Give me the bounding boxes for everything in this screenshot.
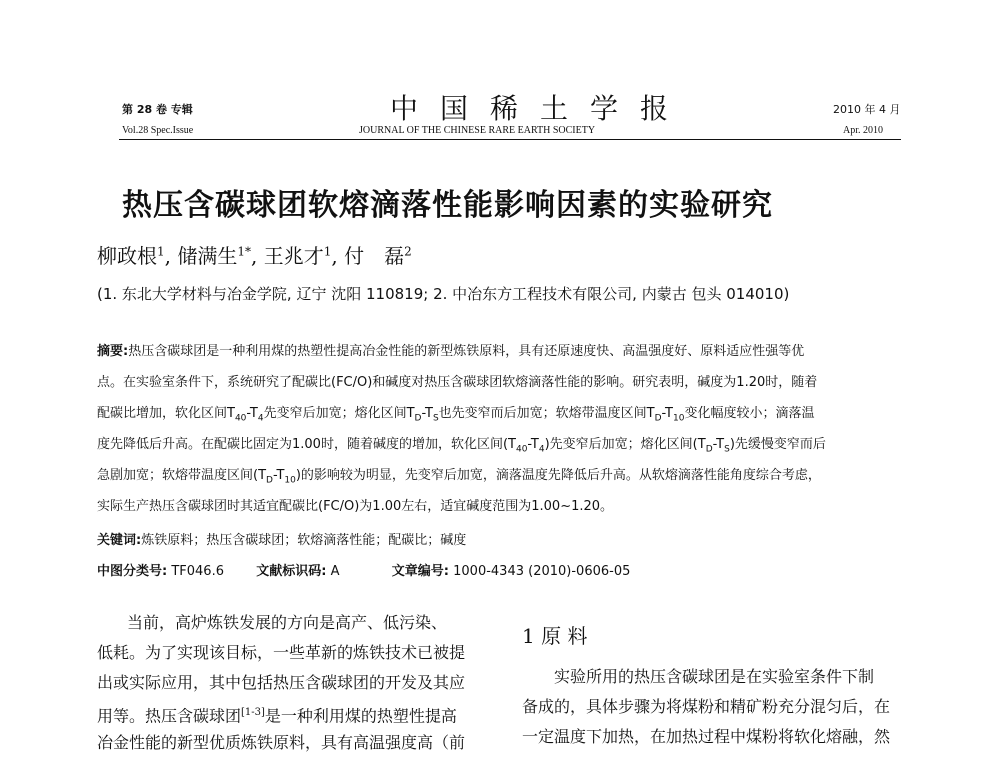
keywords-text: 炼铁原料；热压含碳球团；软熔滴落性能；配碳比；碱度 [141, 533, 467, 548]
abstract-line: 配碳比增加，软化区间$T_{40}-T_4$先变窄后加宽；熔化区间$T_D-T_S$也先变窄而后加宽；软熔带温度区间$T_D-T_{10}$变化幅度较小；滴落温 [97, 406, 815, 424]
body-right-line: 一定温度下加热，在加热过程中煤粉将软化熔融，然 [522, 727, 891, 746]
article-title: 热压含碳球团软熔滴落性能影响因素的实验研究 [122, 188, 773, 223]
body-left-line: 当前，高炉炼铁发展的方向是高产、低污染、 [127, 613, 448, 632]
abstract-label: 摘要: [97, 344, 129, 359]
body-left-line: 冶金性能的新型优质炼铁原料，具有高温强度高（前 [97, 733, 466, 752]
abstract-line: 摘要:热压含碳球团是一种利用煤的热塑性提高冶金性能的新型炼铁原料，具有还原速度快、高温强度好、原料适应性强等优 [97, 344, 805, 359]
clc-value: TF046.6 [171, 564, 224, 579]
author: 付 磊$^2$ [344, 244, 412, 268]
journal-title-en: JOURNAL OF THE CHINESE RARE EARTH SOCIETY [359, 125, 596, 136]
doc-code-label: 文献标识码: [256, 564, 327, 579]
author: 储满生$^{1*}$ [177, 244, 251, 268]
author-list: 柳政根$^1$, 储满生$^{1*}$, 王兆才$^1$, 付 磊$^2$ [97, 244, 412, 268]
abstract-line: 实际生产热压含碳球团时其适宜配碳比(FC/O)为1.00左右，适宜碱度范围为1.00~1.20。 [97, 499, 614, 514]
keywords [97, 529, 466, 548]
author: 柳政根$^1$ [97, 244, 165, 268]
header-rule [119, 139, 901, 140]
header-date-en: Apr. 2010 [843, 125, 883, 136]
header-volume-en: Vol.28 Spec.Issue [122, 125, 194, 136]
body-left-line: 用等。热压含碳球团[1-3]是一种利用煤的热塑性提高 [97, 706, 457, 726]
clc-label: 中图分类号: [97, 564, 168, 579]
section-heading: 1 原 料 [522, 624, 588, 648]
abstract-line: 点。在实验室条件下，系统研究了配碳比(FC/O)和碱度对热压含碳球团软熔滴落性能的影响。研究表明，碱度为1.20时，随着 [97, 375, 818, 390]
abstract-line: 度先降低后升高。在配碳比固定为1.00时，随着碱度的增加，软化区间$(T_{40}-T_4)$先变窄后加宽；熔化区间$(T_D-T_S)$先缓慢变窄而后 [97, 437, 826, 455]
citation: [1-3] [241, 707, 265, 718]
body-left-line: 出或实际应用，其中包括热压含碳球团的开发及其应 [97, 673, 466, 692]
journal-title-cn: 中国稀土学报 [390, 92, 691, 125]
affiliation: (1. 东北大学材料与冶金学院, 辽宁 沈阳 110819; 2. 中冶东方工程技术有限公司, 内蒙古 包头 014010) [97, 285, 790, 303]
keywords-label: 关键词: [97, 533, 142, 548]
article-number-label: 文章编号: [391, 564, 449, 579]
abstract-line: 急剧加宽；软熔带温度区间$(T_D-T_{10})$的影响较为明显，先变窄后加宽，滴落温度先降低后升高。从软熔滴落性能角度综合考虑， [97, 468, 821, 486]
header-date-cn: 2010 年 4 月 [833, 103, 901, 116]
body-right-line: 实验所用的热压含碳球团是在实验室条件下制 [554, 667, 875, 686]
body-right-line: 备成的，具体步骤为将煤粉和精矿粉充分混匀后，在 [522, 697, 891, 716]
classification-line [97, 560, 630, 579]
header-volume: 第 28 卷 专辑 [122, 103, 193, 116]
doc-code-value: A [330, 564, 340, 579]
author: 王兆才$^1$ [263, 244, 332, 268]
article-number-value: 1000-4343 (2010)-0606-05 [453, 564, 631, 579]
body-left-line: 低耗。为了实现该目标，一些革新的炼铁技术已被提 [97, 643, 466, 662]
